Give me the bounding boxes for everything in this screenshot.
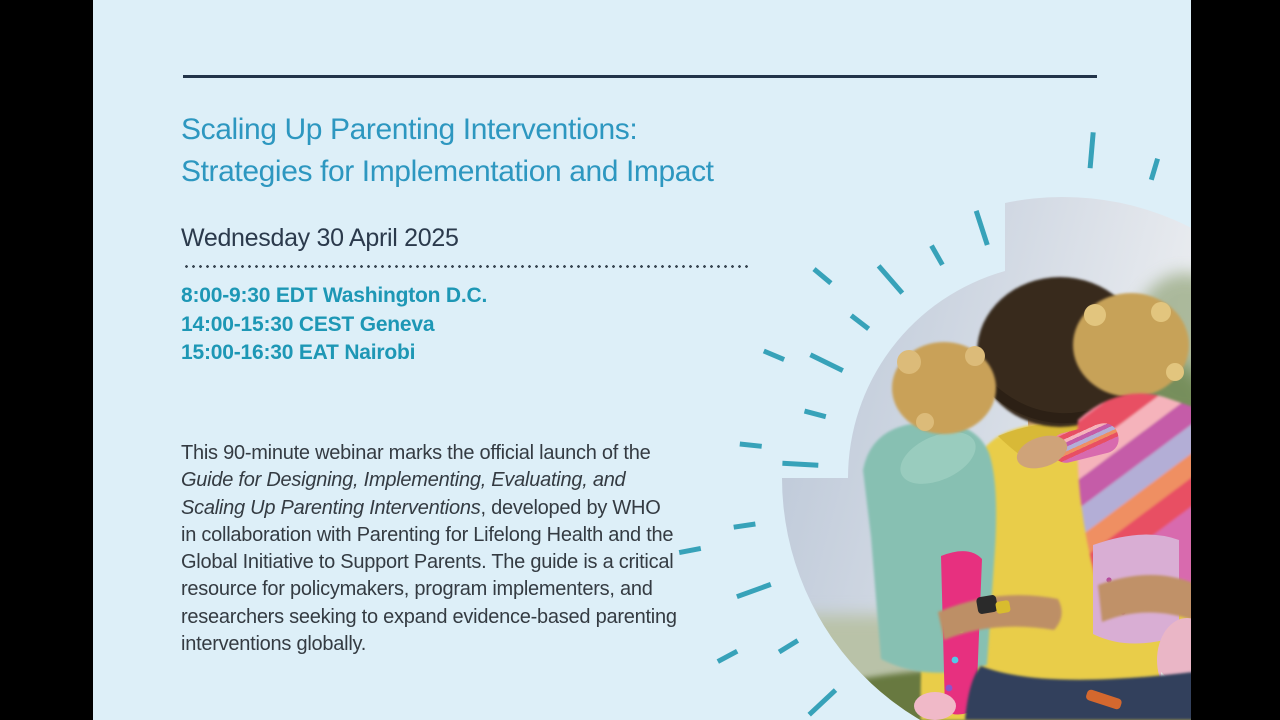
- right-child-curl: [1151, 302, 1171, 322]
- father-watch-band: [995, 600, 1011, 614]
- right-child-curl: [1166, 363, 1184, 381]
- dotted-divider: [183, 264, 748, 269]
- description-guide-title: Guide for Designing, Implementing, Evaluating, and Scaling Up Parenting Interventions: [181, 469, 626, 519]
- left-child-shoe: [914, 692, 956, 720]
- legging-butterfly: [952, 657, 959, 664]
- event-description: [181, 440, 677, 658]
- webinar-slide: [93, 0, 1191, 720]
- legging-butterfly: [946, 685, 953, 692]
- page-title: [181, 109, 714, 193]
- event-date: Wednesday 30 April 2025: [181, 224, 459, 252]
- title-line-2: Strategies for Implementation and Impact: [181, 155, 714, 188]
- right-child-curl: [1084, 304, 1106, 326]
- left-child-curl: [916, 413, 934, 431]
- left-child-curl: [897, 350, 921, 374]
- schedule-item-washington: 8:00-9:30 EDT Washington D.C.: [181, 284, 488, 307]
- letterbox-bar-right: [1191, 0, 1280, 720]
- schedule-item-geneva: 14:00-15:30 CEST Geneva: [181, 312, 435, 336]
- letterbox-bar-left: [0, 0, 93, 720]
- event-times: [181, 282, 487, 368]
- title-rule: [183, 75, 1097, 78]
- photo-circle: [761, 194, 1191, 720]
- title-line-1: Scaling Up Parenting Interventions:: [181, 113, 638, 146]
- father-watch: [976, 594, 999, 614]
- description-pre: This 90-minute webinar marks the official launch of the: [181, 442, 651, 464]
- left-child-curl: [965, 346, 985, 366]
- schedule-item-nairobi: 15:00-16:30 EAT Nairobi: [181, 341, 416, 364]
- description-post: , developed by WHO in collaboration with Parenting for Lifelong Health and the Global Initiative to Support Parents. The guide is a critical resource for policymakers, program implementers, and researchers seeking to expand evidence-based parenting interventions globally.: [181, 496, 677, 656]
